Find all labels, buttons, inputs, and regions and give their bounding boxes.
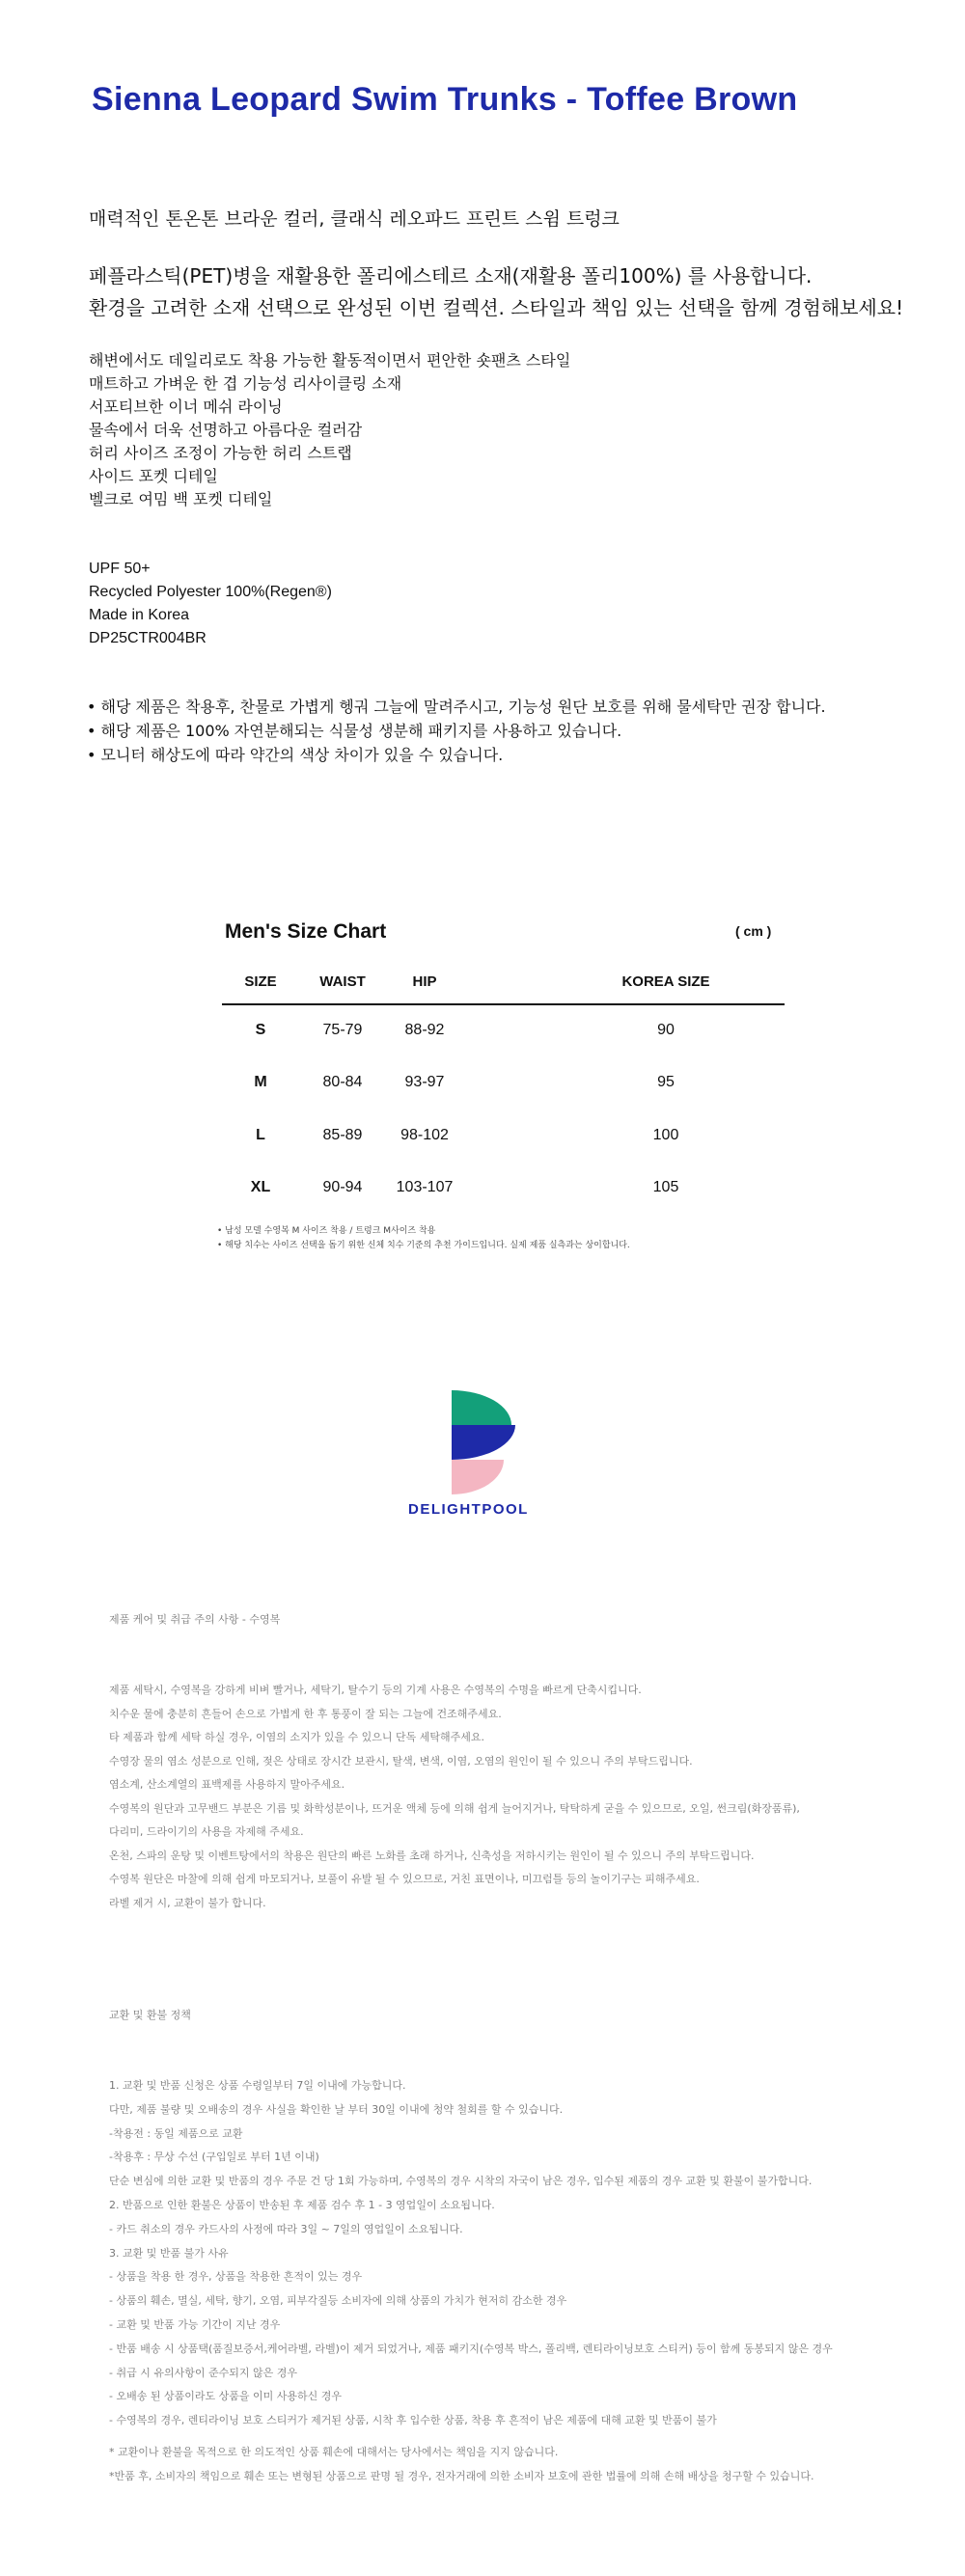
- korea-size-cell: 105: [652, 1179, 679, 1195]
- policy-line: 2. 반품으로 인한 환불은 상품이 반송된 후 제품 검수 후 1 - 3 영업일이 소요됩니다.: [109, 2198, 495, 2211]
- header-korea-size: KOREA SIZE: [621, 973, 710, 990]
- care-line: 타 제품과 함께 세탁 하실 경우, 이염의 소지가 있을 수 있으니 단독 세탁해주세요.: [109, 1731, 484, 1743]
- intro-line: 페플라스틱(PET)병을 재활용한 폴리에스테르 소재(재활용 폴리100%) 를 사용합니다.: [89, 264, 813, 288]
- feature-item: 서포티브한 이너 메쉬 라이닝: [89, 397, 283, 416]
- delightpool-logo-icon: [452, 1390, 517, 1494]
- care-section-title: 제품 케어 및 취급 주의 사항 - 수영복: [109, 1613, 281, 1626]
- notice-item: • 해당 제품은 착용후, 찬물로 가볍게 헹궈 그늘에 말려주시고, 기능성 원단 보호를 위해 물세탁만 권장 합니다.: [87, 698, 826, 716]
- exchange-policy: [109, 2074, 833, 2433]
- size-chart-note: • 남성 모델 수영복 M 사이즈 착용 / 트렁크 M사이즈 착용: [217, 1226, 436, 1236]
- care-instructions: [109, 1679, 800, 1915]
- care-line: 치수운 물에 충분히 흔들어 손으로 가볍게 한 후 통풍이 잘 되는 그늘에 건조해주세요.: [109, 1707, 502, 1720]
- size-chart-note: • 해당 치수는 사이즈 선택을 돕기 위한 신체 치수 기준의 추천 가이드입니다. 실제 제품 실측과는 상이합니다.: [217, 1241, 630, 1250]
- size-cell: S: [255, 1022, 266, 1038]
- header-waist: WAIST: [319, 973, 366, 990]
- feature-list: [89, 349, 570, 511]
- waist-cell: 85-89: [322, 1127, 363, 1143]
- policy-line: - 상품의 훼손, 멸실, 세탁, 향기, 오염, 피부각질등 소비자에 의해 상품의 가치가 현저히 감소한 경우: [109, 2294, 567, 2308]
- spec-upf: UPF 50+: [89, 561, 151, 577]
- feature-item: 벨크로 여밈 백 포켓 디테일: [89, 490, 273, 508]
- policy-line: - 수영복의 경우, 렌티라이닝 보호 스티커가 제거된 상품, 시착 후 입수한 상품, 착용 후 흔적이 남은 제품에 대해 교환 및 반품이 불가: [109, 2414, 717, 2427]
- feature-item: 해변에서도 데일리로도 착용 가능한 활동적이면서 편안한 숏팬츠 스타일: [89, 351, 571, 370]
- spec-product-code: DP25CTR004BR: [89, 630, 207, 646]
- notice-item: • 모니터 해상도에 따라 약간의 색상 차이가 있을 수 있습니다.: [87, 746, 504, 764]
- header-size: SIZE: [244, 973, 277, 990]
- notice-list: [87, 695, 826, 767]
- korea-size-cell: 100: [652, 1127, 679, 1143]
- care-line: 제품 세탁시, 수영복을 강하게 비벼 빨거나, 세탁기, 탈수기 등의 기계 사용은 수영복의 수명을 빠르게 단축시킵니다.: [109, 1684, 642, 1696]
- spec-origin: Made in Korea: [89, 607, 190, 623]
- policy-line: - 교환 및 반품 가능 기간이 지난 경우: [109, 2317, 281, 2331]
- footnote-line: * 교환이나 환불을 목적으로 한 의도적인 상품 훼손에 대해서는 당사에서는 책임을 지지 않습니다.: [109, 2446, 559, 2458]
- size-chart-divider: [222, 1003, 785, 1005]
- care-line: 수영장 물의 염소 성분으로 인해, 젖은 상태로 장시간 보관시, 탈색, 변색, 이염, 오염의 원인이 될 수 있으니 주의 부탁드립니다.: [109, 1754, 693, 1768]
- notice-item: • 해당 제품은 100% 자연분해되는 식물성 생분해 패키지를 사용하고 있습니다.: [87, 722, 622, 740]
- care-line: 온천, 스파의 운탕 및 이벤트탕에서의 착용은 원단의 빠른 노화를 초래 하거나, 신축성을 저하시키는 원인이 될 수 있으니 주의 부탁드립니다.: [109, 1849, 755, 1862]
- care-line: 수영복 원단은 마찰에 의해 쉽게 마모되거나, 보풀이 유발 될 수 있으므로, 거친 표면이나, 미끄럼틀 등의 놀이기구는 피해주세요.: [109, 1873, 700, 1885]
- policy-line: 3. 교환 및 반품 불가 사유: [109, 2246, 229, 2260]
- size-cell: L: [256, 1127, 265, 1143]
- size-cell: XL: [250, 1179, 271, 1195]
- care-line: 라벨 제거 시, 교환이 불가 합니다.: [109, 1896, 266, 1909]
- header-hip: HIP: [412, 973, 437, 990]
- waist-cell: 75-79: [322, 1022, 363, 1038]
- product-tagline: 매력적인 톤온톤 브라운 컬러, 클래식 레오파드 프린트 스윔 트렁크: [89, 208, 620, 230]
- size-cell: M: [254, 1074, 267, 1090]
- policy-line: -착용전 : 동일 제품으로 교환: [109, 2126, 243, 2140]
- spec-material: Recycled Polyester 100%(Regen®): [89, 584, 332, 600]
- brand-logo-text: DELIGHTPOOL: [408, 1501, 529, 1518]
- policy-line: 단순 변심에 의한 교환 및 반품의 경우 주문 건 당 1회 가능하며, 수영복의 경우 시착의 자국이 남은 경우, 입수된 제품의 경우 교환 및 환불이 불가합니다.: [109, 2175, 813, 2188]
- care-line: 다리미, 드라이기의 사용을 자제해 주세요.: [109, 1825, 304, 1838]
- exchange-section-title: 교환 및 환불 정책: [109, 2009, 191, 2021]
- size-chart-unit: ( cm ): [735, 923, 772, 939]
- hip-cell: 93-97: [404, 1074, 445, 1090]
- hip-cell: 88-92: [404, 1022, 445, 1038]
- policy-line: - 취급 시 유의사항이 준수되지 않은 경우: [109, 2366, 297, 2379]
- hip-cell: 103-107: [396, 1179, 454, 1195]
- care-line: 염소계, 산소계열의 표백제를 사용하지 말아주세요.: [109, 1778, 345, 1791]
- footnote-line: *반품 후, 소비자의 책임으로 훼손 또는 변형된 상품으로 판명 될 경우, 전자거래에 의한 소비자 보호에 관한 법률에 의해 손해 배상을 청구할 수 있습니다.: [109, 2469, 814, 2482]
- intro-paragraph: [89, 260, 903, 324]
- policy-line: - 반품 배송 시 상품택(품질보증서,케어라벨, 라벨)이 제거 되었거나, 제품 패키지(수영복 박스, 폴리백, 렌티라이닝보호 스티커) 등이 함께 동봉되지 않은 경우: [109, 2342, 833, 2355]
- feature-item: 허리 사이즈 조정이 가능한 허리 스트랩: [89, 444, 352, 462]
- feature-item: 물속에서 더욱 선명하고 아름다운 컬러감: [89, 421, 363, 439]
- waist-cell: 80-84: [322, 1074, 363, 1090]
- policy-line: 1. 교환 및 반품 신청은 상품 수령일부터 7일 이내에 가능합니다.: [109, 2079, 406, 2092]
- policy-line: - 카드 취소의 경우 카드사의 사정에 따라 3일 ~ 7일의 영업일이 소요됩니다.: [109, 2222, 463, 2235]
- spec-list: [89, 558, 332, 650]
- feature-item: 사이드 포켓 디테일: [89, 467, 218, 485]
- care-line: 수영복의 원단과 고무밴드 부분은 기름 및 화학성분이나, 뜨거운 액체 등에 의해 쉽게 늘어지거나, 탁탁하게 굳을 수 있으므로, 오일, 썬크림(화장품류),: [109, 1801, 800, 1815]
- waist-cell: 90-94: [322, 1179, 363, 1195]
- policy-line: 다만, 제품 불량 및 오배송의 경우 사실을 확인한 날 부터 30일 이내에 청약 철회를 할 수 있습니다.: [109, 2102, 564, 2116]
- size-chart-title: Men's Size Chart: [225, 920, 387, 943]
- korea-size-cell: 95: [657, 1074, 675, 1090]
- policy-line: -착용후 : 무상 수선 (구입일로 부터 1년 이내): [109, 2151, 319, 2164]
- hip-cell: 98-102: [400, 1127, 449, 1143]
- korea-size-cell: 90: [657, 1022, 675, 1038]
- feature-item: 매트하고 가벼운 한 겹 기능성 리사이클링 소재: [89, 374, 402, 393]
- product-title: Sienna Leopard Swim Trunks - Toffee Brown: [92, 81, 798, 118]
- policy-line: - 상품을 착용 한 경우, 상품을 착용한 흔적이 있는 경우: [109, 2270, 363, 2284]
- intro-line: 환경을 고려한 소재 선택으로 완성된 이번 컬렉션. 스타일과 책임 있는 선택을 함께 경험해보세요!: [89, 296, 904, 319]
- exchange-footnotes: [109, 2441, 813, 2488]
- policy-line: - 오배송 된 상품이라도 상품을 이미 사용하신 경우: [109, 2390, 342, 2403]
